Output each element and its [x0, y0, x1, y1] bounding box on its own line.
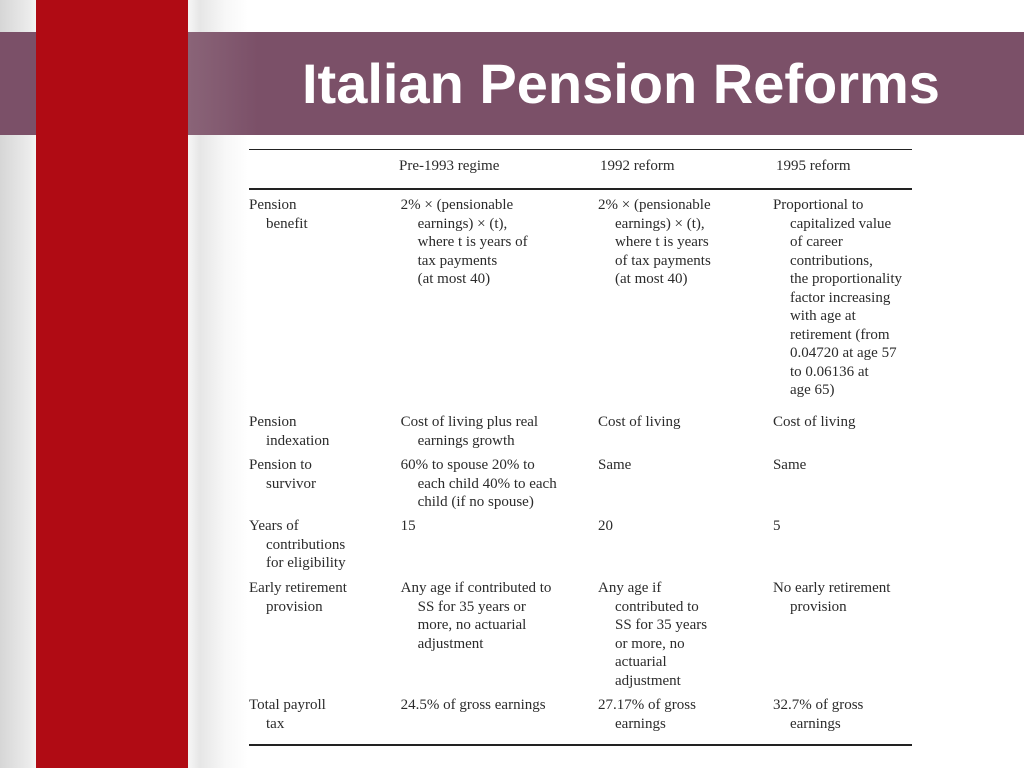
table-cell: 20	[598, 518, 613, 534]
table-cell: Cost of living	[598, 414, 681, 430]
table-cell: Proportional to capitalized value of career contributions, the proportionality factor increasing with age at retirement (from 0.04720 at age 57 to 0.06136 at age 65)	[772, 197, 903, 398]
table-header-row	[249, 150, 912, 188]
table-cell: 5	[772, 518, 781, 534]
table-cell: No early retirement provision	[772, 580, 891, 615]
table-cell: 2% × (pensionable earnings) × (t), where t is years of tax payments (at most 40)	[400, 197, 528, 287]
table-cell: Same	[598, 457, 632, 473]
row-label: Years of contributions for eligibility	[249, 518, 346, 571]
red-accent-bar	[36, 0, 188, 768]
table-cell: Same	[772, 457, 807, 473]
table-row	[249, 517, 912, 579]
table-cell: 60% to spouse 20% to each child 40% to each child (if no spouse)	[400, 457, 557, 510]
table-row	[249, 579, 912, 696]
table-cell: Any age if contributed to SS for 35 years or more, no actuarial adjustment	[400, 580, 552, 652]
header-cell: 1995 reform	[776, 158, 851, 174]
table-row	[249, 190, 912, 413]
table-cell: 24.5% of gross earnings	[400, 697, 546, 713]
table-cell: 27.17% of gross earnings	[598, 697, 696, 732]
table-row	[249, 696, 912, 744]
table-row	[249, 456, 912, 517]
table-cell: 32.7% of gross earnings	[772, 697, 864, 732]
row-label: Total payroll tax	[249, 697, 326, 732]
row-label: Early retirement provision	[249, 580, 347, 615]
table-cell: Cost of living plus real earnings growth	[400, 414, 539, 449]
table-cell: 15	[400, 518, 416, 534]
slide-title: Italian Pension Reforms	[302, 52, 940, 115]
table-cell: 2% × (pensionable earnings) × (t), where t is years of tax payments (at most 40)	[598, 197, 711, 287]
header-cell	[249, 157, 399, 188]
table-cell: Any age if contributed to SS for 35 years or more, no actuarial adjustment	[598, 580, 708, 689]
row-label: Pension benefit	[249, 197, 308, 232]
header-cell: 1992 reform	[600, 158, 675, 174]
table-row	[249, 413, 912, 456]
pension-reform-table	[249, 149, 912, 746]
table-cell: Cost of living	[772, 414, 856, 430]
row-label: Pension indexation	[249, 414, 330, 449]
row-label: Pension to survivor	[249, 457, 316, 492]
header-cell: Pre-1993 regime	[399, 158, 500, 174]
